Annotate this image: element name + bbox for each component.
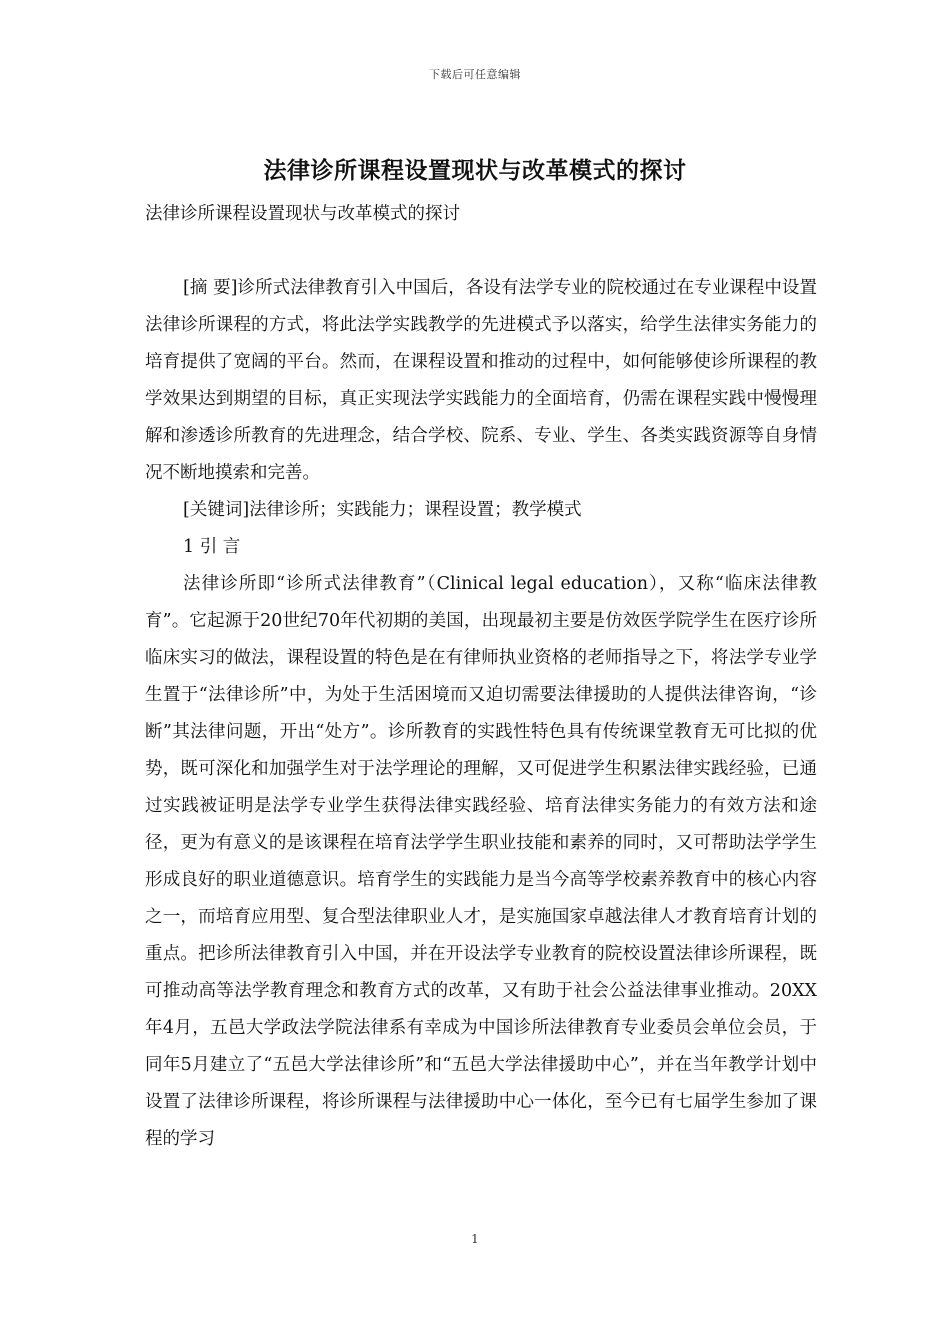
document-body: [145, 196, 817, 1158]
intro-paragraph: 法律诊所即“诊所式法律教育”（Clinical legal education），又称“临床法律教育”。它起源于20世纪70年代初期的美国，出现最初主要是仿效医学院学生在医疗诊所临床实习的做法，课程设置的特色是在有律师执业资格的老师指导之下，将法学专业学生置于“法律诊所”中，为处于生活困境而又迫切需要法律援助的人提供法律咨询，“诊断”其法律问题，开出“处方”。诊所教育的实践性特色具有传统课堂教育无可比拟的优势，既可深化和加强学生对于法学理论的理解，又可促进学生积累法律实践经验，已通过实践被证明是法学专业学生获得法律实践经验、培育法律实务能力的有效方法和途径，更为有意义的是该课程在培育法学学生职业技能和素养的同时，又可帮助法学学生形成良好的职业道德意识。培育学生的实践能力是当今高等学校素养教育中的核心内容之一，而培育应用型、复合型法律职业人才，是实施国家卓越法律人才教育培育计划的重点。把诊所法律教育引入中国，并在开设法学专业教育的院校设置法律诊所课程，既可推动高等法学教育理念和教育方式的改革，又有助于社会公益法律事业推动。20XX年4月，五邑大学政法学院法律系有幸成为中国诊所法律教育专业委员会单位会员，于同年5月建立了“五邑大学法律诊所”和“五邑大学法律援助中心”，并在当年教学计划中设置了法律诊所课程，将诊所课程与法律援助中心一体化，至今已有七届学生参加了课程的学习: [145, 574, 817, 1149]
section-heading: 1 引 言: [183, 537, 241, 557]
document-title: 法律诊所课程设置现状与改革模式的探讨: [263, 157, 687, 184]
keywords-line: [关键词]法律诊所；实践能力；课程设置；教学模式: [183, 500, 582, 520]
abstract-paragraph: [摘 要]诊所式法律教育引入中国后，各设有法学专业的院校通过在专业课程中设置法律诊所课程的方式，将此法学实践教学的先进模式予以落实，给学生法律实务能力的培育提供了宽阔的平台。然而，在课程设置和推动的过程中，如何能够使诊所课程的教学效果达到期望的目标，真正实现法学实践能力的全面培育，仍需在课程实践中慢慢理解和渗透诊所教育的先进理念，结合学校、院系、专业、学生、各类实践资源等自身情况不断地摸索和完善。: [145, 278, 817, 483]
page-number: 1: [471, 1232, 479, 1246]
header-note: 下载后可任意编辑: [429, 68, 521, 81]
document-subtitle: 法律诊所课程设置现状与改革模式的探讨: [145, 204, 460, 224]
